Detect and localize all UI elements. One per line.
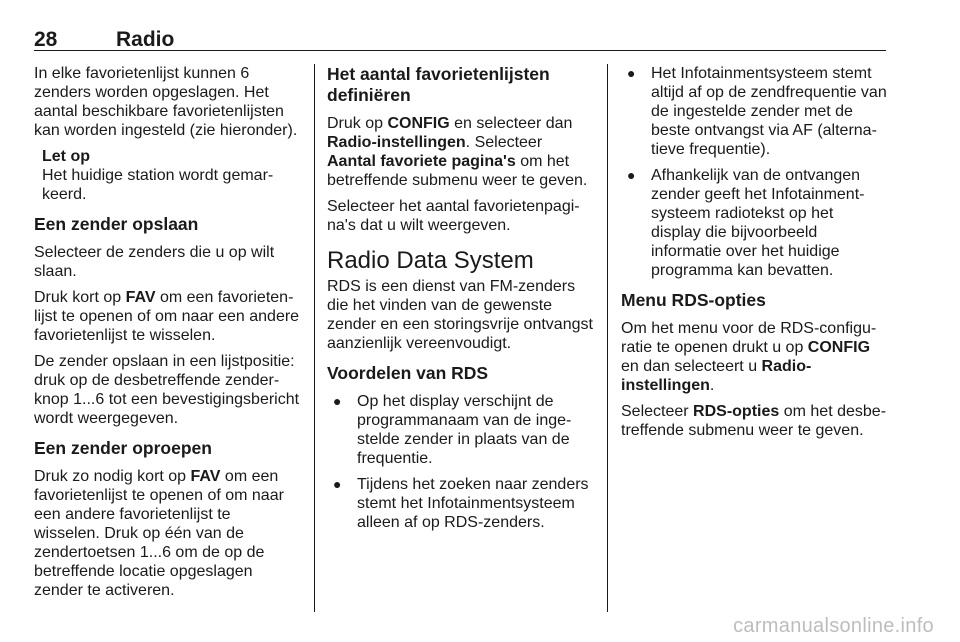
- page-number: 28: [34, 28, 58, 51]
- paragraph-fav-recall: Druk zo nodig kort op FAV om een favorietenlijst te openen of om naar een andere favorietenlijst te wisselen. Druk op één van de zendertoetsen 1...6 om de op de betreffende locatie opgeslagen zender te activeren.: [34, 468, 284, 599]
- list-item: ● Op het display verschijnt de programmanaam van de ingestelde zender in plaats van de frequentie.: [333, 393, 572, 467]
- paragraph-select-stations: Selecteer de zenders die u op wilt slaan.: [34, 244, 275, 280]
- paragraph-rds-config: Om het menu voor de RDS-configuratie te openen drukt u op CONFIG en dan selecteert u Radio-instellingen.: [621, 320, 877, 394]
- rds-benefits-list: [327, 392, 593, 532]
- fav-key-label: FAV: [125, 289, 156, 306]
- config-key-label: CONFIG: [387, 115, 450, 132]
- paragraph-list-position: De zender opslaan in een lijstpositie: druk op de desbetreffende zenderknop 1...6 tot een bevestigingsbericht wordt weergegeven.: [34, 353, 300, 427]
- paragraph-rds-intro: RDS is een dienst van FM-zenders die het vinden van de gewenste zender en een storingsvrije ontvangst aanzienlijk vereenvoudigt.: [327, 278, 593, 352]
- list-item: ● Afhankelijk van de ontvangen zender geeft het Infotainmentsysteem radiotekst op het display die bijvoorbeeld informatie over het huidige programma kan bevatten.: [627, 167, 865, 279]
- column-2: [327, 64, 593, 540]
- note-text: Het huidige station wordt gemarkeerd.: [42, 167, 274, 203]
- menu-radio-instellingen: Radio-instellingen: [327, 134, 466, 151]
- watermark: carmanualsonline.info: [733, 615, 934, 637]
- bullet-icon: ●: [627, 65, 636, 81]
- page-header: [34, 28, 886, 51]
- paragraph-rds-options: Selecteer RDS-opties om het desbetreffende submenu weer te geven.: [621, 403, 887, 439]
- column-divider-right: [607, 64, 608, 612]
- menu-aantal-favoriete-paginas: Aantal favoriete pagina's: [327, 153, 516, 170]
- section-title: Radio: [116, 28, 175, 51]
- column-1: [34, 64, 300, 607]
- column-3: [621, 64, 887, 447]
- list-item: ● Tijdens het zoeken naar zenders stemt het Infotainmentsysteem alleen af op RDS-zenders.: [333, 476, 589, 531]
- heading-zender-opslaan: Een zender opslaan: [34, 214, 199, 234]
- note-title: Let op: [42, 148, 90, 165]
- paragraph-config-menu: Druk op CONFIG en selecteer dan Radio-instellingen. Selecteer Aantal favoriete pagina's om het betreffende submenu weer te geven.: [327, 115, 588, 189]
- heading-menu-rds-opties: Menu RDS-opties: [621, 290, 766, 310]
- column-divider-left: [314, 64, 315, 612]
- config-key-label: CONFIG: [807, 339, 871, 356]
- heading-aantal-favorietenlijsten: Het aantal favorietenlijsten definiëren: [327, 64, 550, 105]
- list-item: ● Het Infotainmentsysteem stemt altijd af op de zendfrequentie van de ingestelde zender met de beste ontvangst via AF (alternatieve frequentie).: [627, 65, 887, 158]
- menu-radio-instellingen: Radio-instellingen: [621, 358, 812, 394]
- bullet-icon: ●: [333, 476, 342, 492]
- paragraph-select-pages: Selecteer het aantal favorietenpagina's dat u wilt weergeven.: [327, 198, 580, 234]
- menu-rds-opties: RDS-opties: [693, 403, 780, 420]
- heading-voordelen-rds: Voordelen van RDS: [327, 363, 489, 383]
- note-block: [34, 147, 300, 204]
- heading-radio-data-system: Radio Data System: [327, 247, 534, 274]
- paragraph-fav-open: Druk kort op FAV om een favorietenlijst te openen of om naar een andere favorietenlijst te wisselen.: [34, 289, 300, 344]
- bullet-icon: ●: [333, 393, 342, 409]
- fav-key-label: FAV: [190, 468, 221, 485]
- rds-benefits-list-continued: [621, 64, 887, 280]
- intro-paragraph: In elke favorietenlijst kunnen 6 zenders worden opgeslagen. Het aantal beschikbare favorietenlijsten kan worden ingesteld (zie hieronder).: [34, 65, 298, 139]
- bullet-icon: ●: [627, 167, 636, 183]
- heading-zender-oproepen: Een zender oproepen: [34, 438, 212, 458]
